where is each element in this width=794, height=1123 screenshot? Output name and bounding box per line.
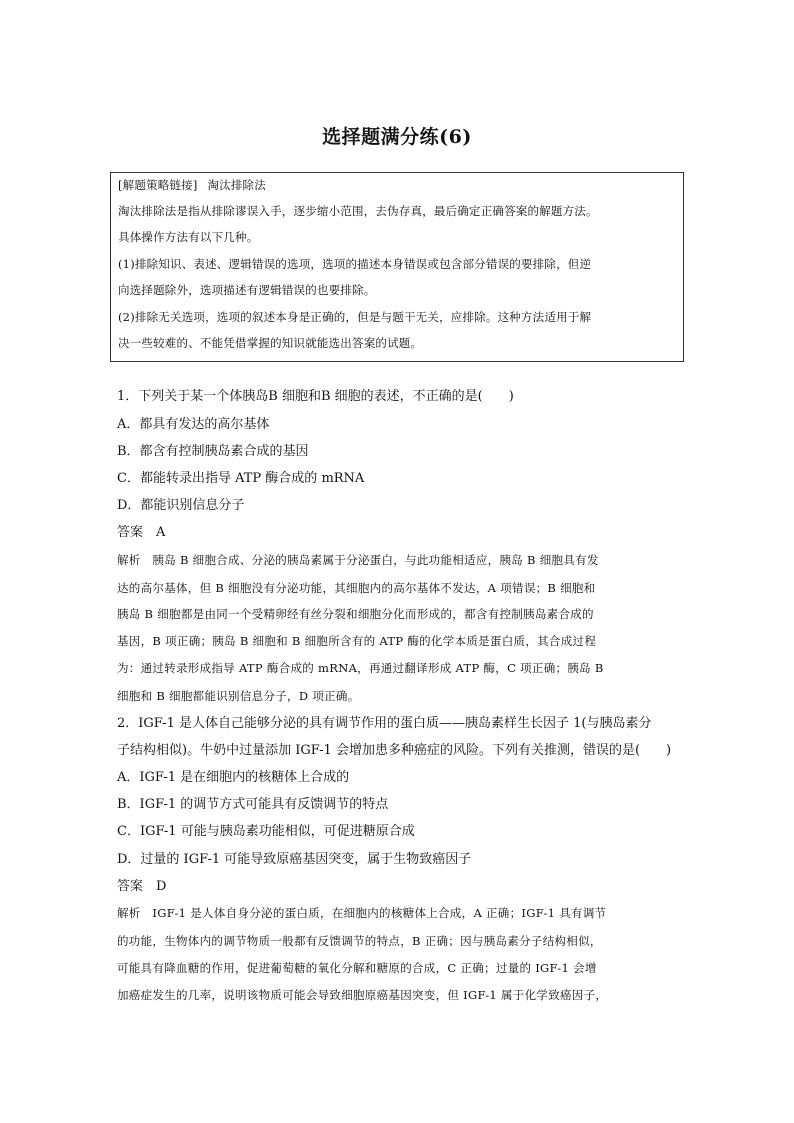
q1-explanation-line: 细胞和 B 细胞都能识别信息分子，D 项正确。 xyxy=(117,689,360,703)
q2-option-c: C．IGF-1 可能与胰岛素功能相似，可促进糖原合成 xyxy=(117,824,415,839)
page-title: 选择题满分练(6) xyxy=(322,126,472,148)
strategy-line: 具体操作方法有以下几种。 xyxy=(118,230,259,244)
strategy-line: 向选择题除外，选项描述有逻辑错误的也要排除。 xyxy=(118,283,376,297)
question-1-stem: 1．下列关于某一个体胰岛B 细胞和B 细胞的表述，不正确的是( ) xyxy=(117,389,514,404)
q1-answer: 答案 A xyxy=(117,525,166,540)
q2-explanation-line: 的功能，生物体内的调节物质一般都有反馈调节的特点，B 正确；因与胰岛素分子结构相似， xyxy=(117,934,602,948)
question-2-stem-line: 2．IGF-1 是人体自己能够分泌的具有调节作用的蛋白质——胰岛素样生长因子 1(与胰岛素分 xyxy=(117,716,652,731)
strategy-heading-line xyxy=(118,178,680,192)
q2-answer: 答案 D xyxy=(117,879,167,894)
q1-explanation-line: 基因，B 项正确；胰岛 B 细胞和 B 细胞所含有的 ATP 酶的化学本质是蛋白质，其合成过程 xyxy=(117,634,597,648)
q1-explanation-line: 达的高尔基体，但 B 细胞没有分泌功能，其细胞内的高尔基体不发达，A 项错误；B 细胞和 xyxy=(117,581,596,595)
q2-explanation-line: 可能具有降血糖的作用，促进葡萄糖的氧化分解和糖原的合成，C 正确；过量的 IGF-1 会增 xyxy=(117,961,597,975)
q1-option-a: A．都具有发达的高尔基体 xyxy=(117,417,270,432)
q1-explanation-line: 解析 胰岛 B 细胞合成、分泌的胰岛素属于分泌蛋白，与此功能相适应，胰岛 B 细胞具有发 xyxy=(117,553,599,567)
strategy-line: (2)排除无关选项，选项的叙述本身是正确的，但是与题干无关，应排除。这种方法适用于解 xyxy=(118,310,592,324)
strategy-line: 淘汰排除法是指从排除谬误入手，逐步缩小范围，去伪存真，最后确定正确答案的解题方法。 xyxy=(118,204,598,218)
strategy-heading: [解题策略链接] xyxy=(118,178,198,192)
q1-option-d: D．都能识别信息分子 xyxy=(117,498,245,513)
q2-option-a: A．IGF-1 是在细胞内的核糖体上合成的 xyxy=(117,770,350,785)
strategy-line: (1)排除知识、表述、逻辑错误的选项，选项的描述本身错误或包含部分错误的要排除，但逆 xyxy=(118,257,592,271)
strategy-topic: 淘汰排除法 xyxy=(207,178,266,192)
q1-explanation-line: 胰岛 B 细胞都是由同一个受精卵经有丝分裂和细胞分化而形成的，都含有控制胰岛素合成的 xyxy=(117,607,594,621)
q2-option-d: D．过量的 IGF-1 可能导致原癌基因突变，属于生物致癌因子 xyxy=(117,852,472,867)
q1-option-b: B．都含有控制胰岛素合成的基因 xyxy=(117,444,309,459)
q2-option-b: B．IGF-1 的调节方式可能具有反馈调节的特点 xyxy=(117,797,389,812)
q2-explanation-line: 解析 IGF-1 是人体自身分泌的蛋白质，在细胞内的核糖体上合成，A 正确；IGF-1 具有调节 xyxy=(117,906,607,920)
strategy-box xyxy=(110,172,684,362)
q1-option-c: C．都能转录出指导 ATP 酶合成的 mRNA xyxy=(117,471,365,486)
question-2-stem-line: 子结构相似)。牛奶中过量添加 IGF-1 会增加患多种癌症的风险。下列有关推测，错误的是( ) xyxy=(117,743,672,758)
q2-explanation-line: 加癌症发生的几率，说明该物质可能会导致细胞原癌基因突变，但 IGF-1 属于化学致癌因子， xyxy=(117,988,608,1002)
strategy-line: 决一些较难的、不能凭借掌握的知识就能选出答案的试题。 xyxy=(118,336,423,350)
q1-explanation-line: 为：通过转录形成指导 ATP 酶合成的 mRNA，再通过翻译形成 ATP 酶，C 项正确；胰岛 B xyxy=(117,661,604,675)
